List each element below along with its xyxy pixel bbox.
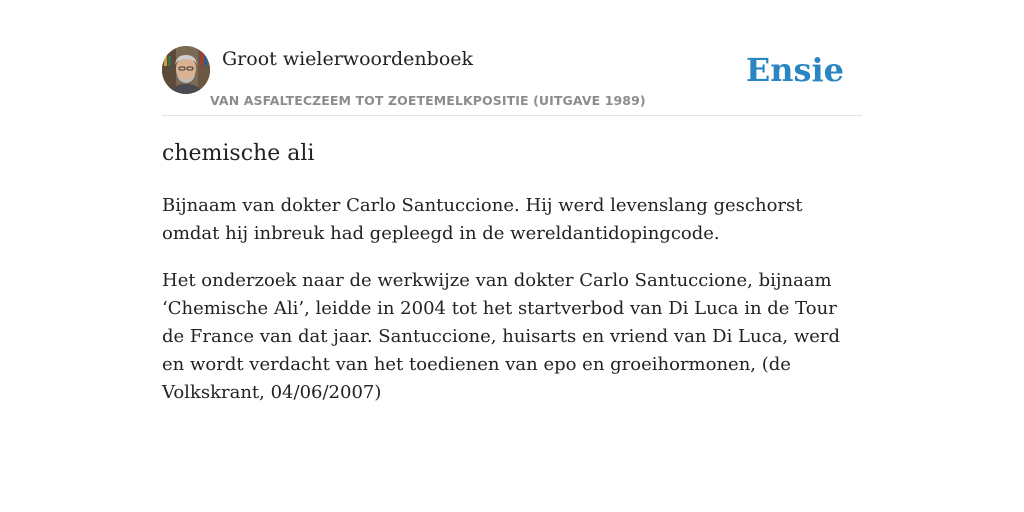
entry-definition [162,192,862,426]
definition-paragraph: Het onderzoek naar de werkwijze van dokter Carlo Santuccione, bijnaam ‘Chemische Ali’, leidde in 2004 tot het startverbod van Di Luca in de Tour de France van dat jaar. Santuccione, huisarts en vriend van Di Luca, werd en wordt verdacht van het toedienen van epo en groeihormonen, (de Volkskrant, 04/06/2007) [162,270,841,403]
dictionary-title[interactable]: Groot wielerwoordenboek [222,48,474,70]
definition-paragraph: Bijnaam van dokter Carlo Santuccione. Hij werd levenslang geschorst omdat hij inbreuk had gepleegd in de wereldantidopingcode. [162,195,803,244]
dictionary-subtitle: VAN ASFALTECZEEM TOT ZOETEMELKPOSITIE (UITGAVE 1989) [210,93,646,108]
entry-term: chemische ali [162,141,315,166]
author-avatar[interactable] [162,46,210,94]
dictionary-header [162,46,862,116]
avatar-portrait-image [162,46,210,94]
ensie-logo-link[interactable]: Ensie [745,51,844,89]
